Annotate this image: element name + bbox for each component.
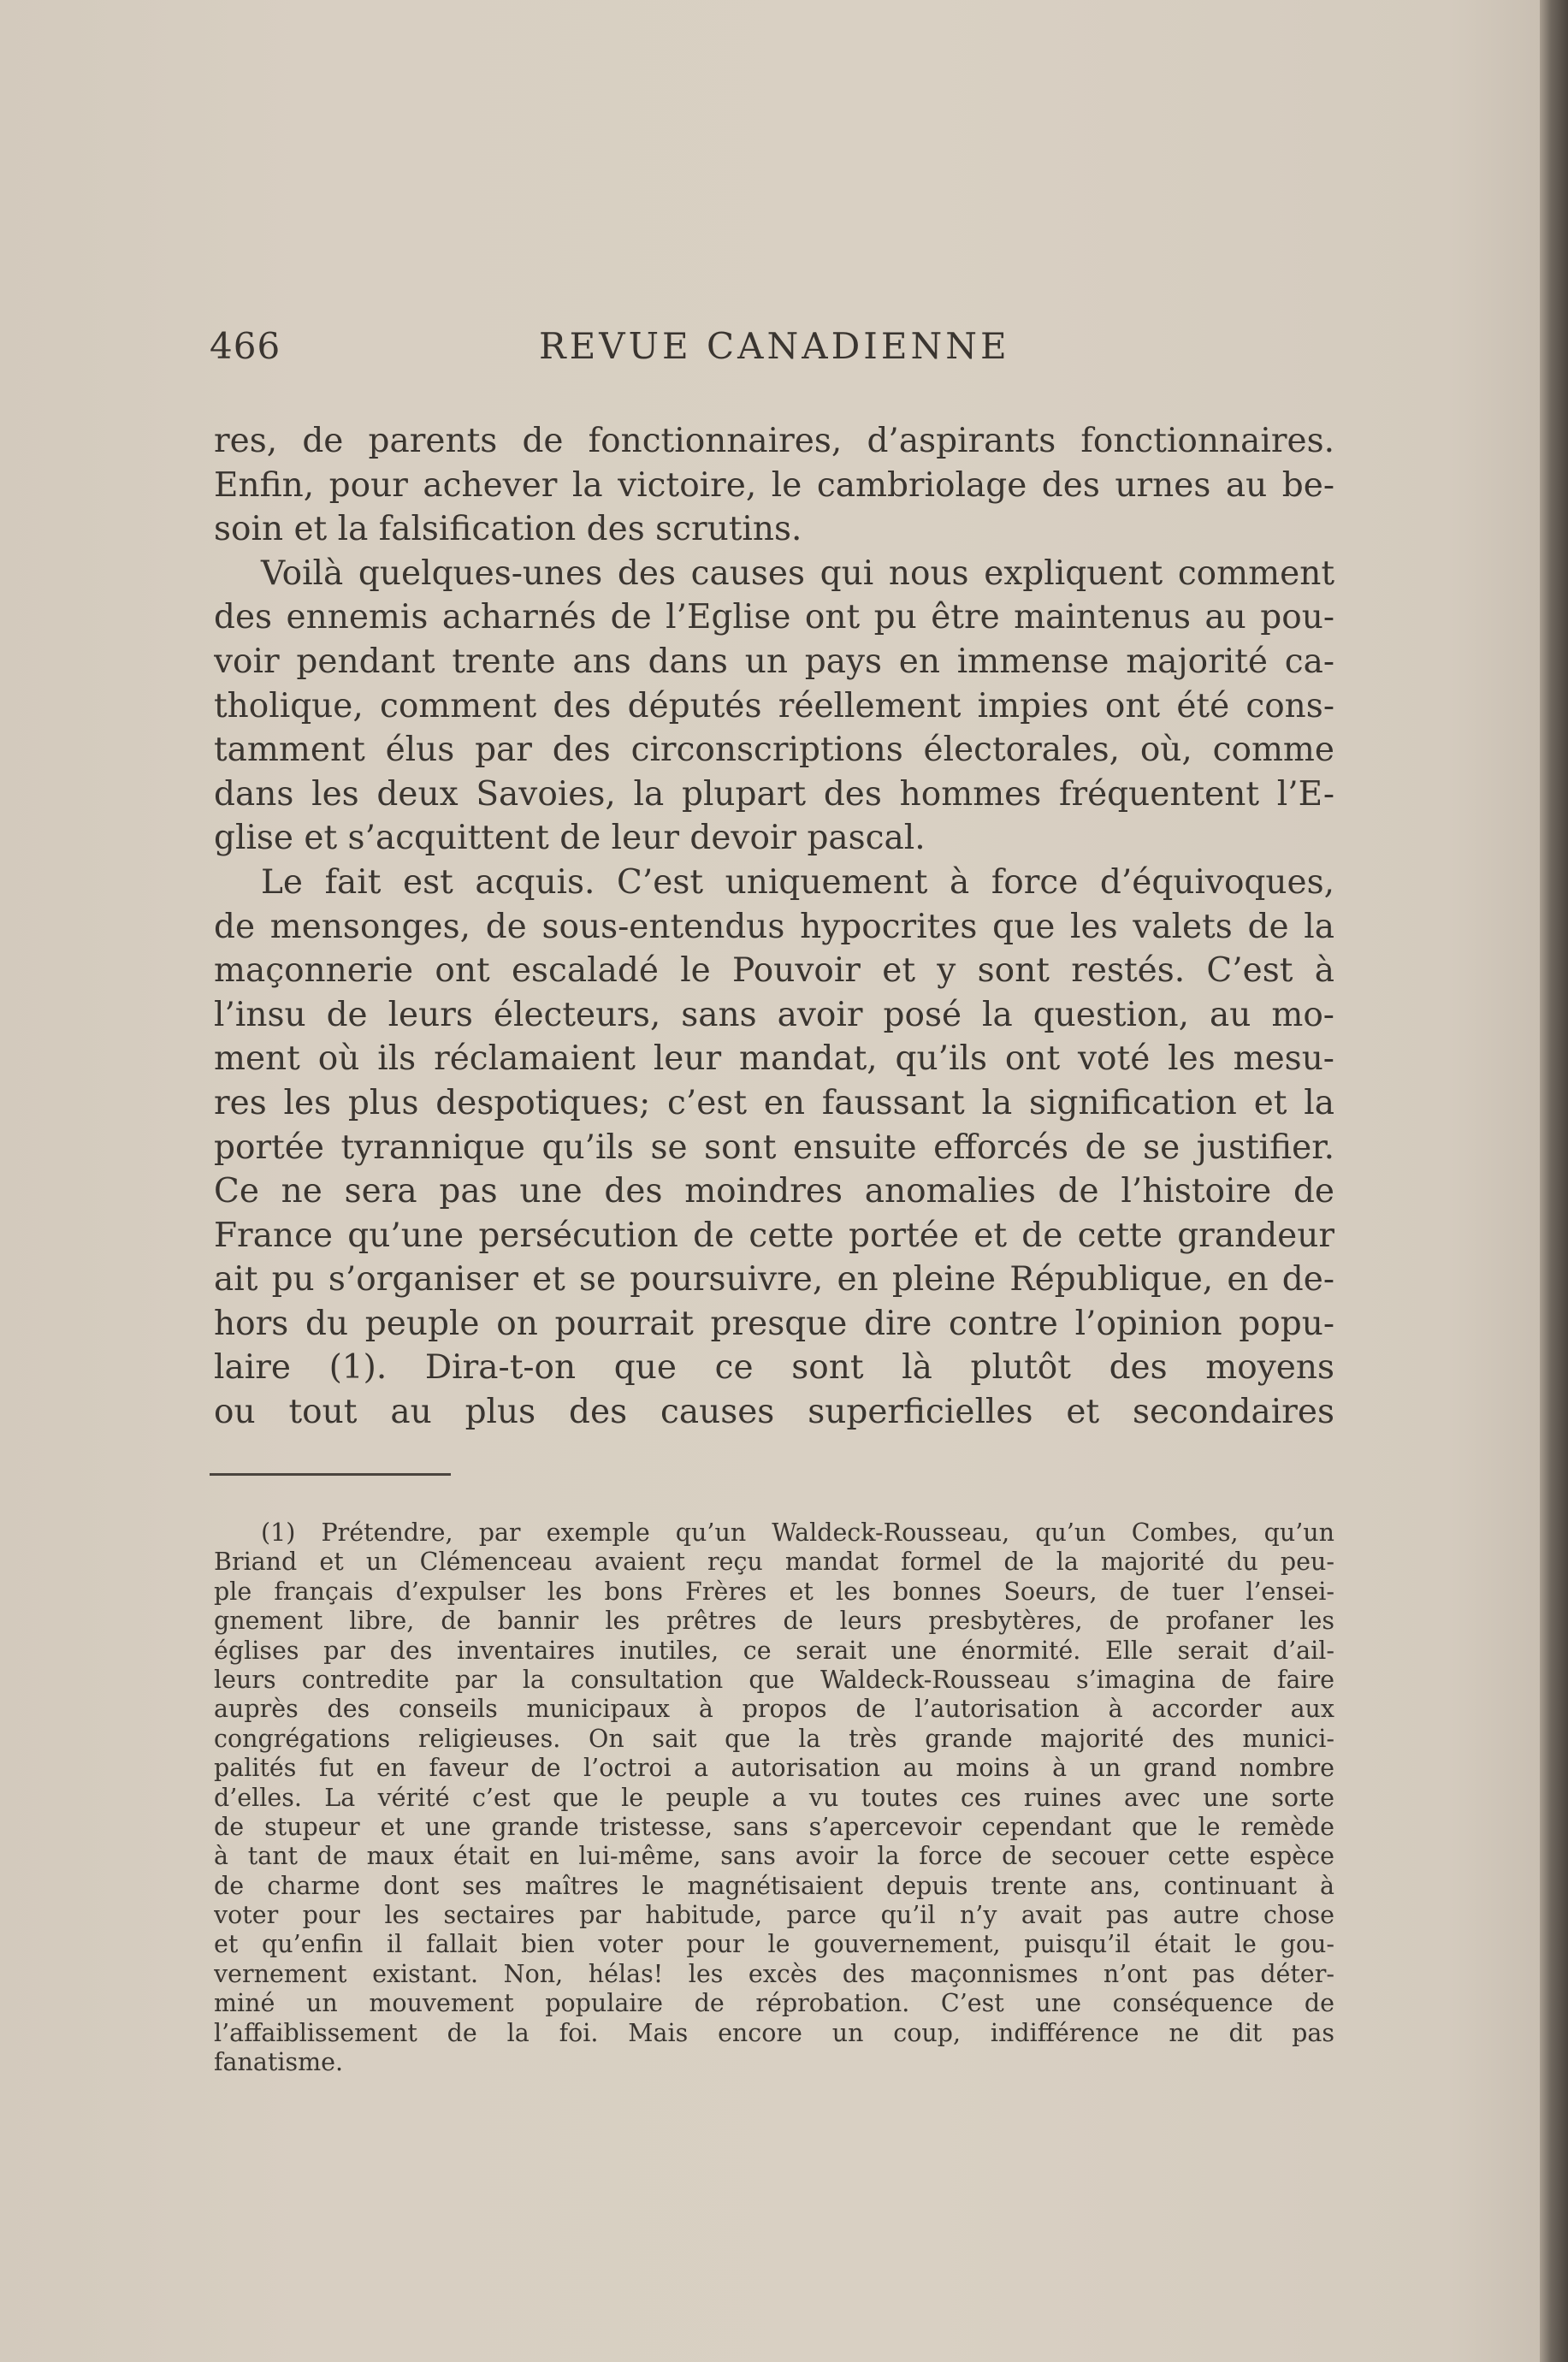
body-line: de mensonges, de sous-entendus hypocrites que les valets de la	[214, 907, 1334, 946]
footnote-rule	[210, 1473, 451, 1476]
body-line: ou tout au plus des causes superficielles et secondaires	[214, 1393, 1334, 1432]
body-line: maçonnerie ont escaladé le Pouvoir et y sont restés. C’est à	[214, 951, 1334, 991]
footnote-line: ple français d’expulser les bons Frères et les bonnes Soeurs, de tuer l’ensei-	[214, 1577, 1334, 1606]
footnote-line: l’affaiblissement de la foi. Mais encore un coup, indifférence ne dit pas	[214, 2018, 1334, 2047]
body-text	[214, 419, 1334, 1435]
body-line: res, de parents de fonctionnaires, d’aspirants fonctionnaires.	[214, 422, 1334, 460]
body-line: dans les deux Savoies, la plupart des hommes fréquentent l’E-	[214, 774, 1334, 814]
footnote-line: à tant de maux était en lui-même, sans avoir la force de secouer cette espèce	[214, 1842, 1334, 1871]
body-line: ait pu s’organiser et se poursuivre, en pleine République, en de-	[214, 1260, 1334, 1299]
running-title: REVUE CANADIENNE	[539, 325, 1010, 367]
footnote-line: vernement existant. Non, hélas! les excès des maçonnismes n’ont pas déter-	[214, 1959, 1334, 1988]
footnote-line: auprès des conseils municipaux à propos de l’autorisation à accorder aux	[214, 1695, 1334, 1724]
footnote-line: de stupeur et une grande tristesse, sans s’apercevoir cependant que le remède	[214, 1812, 1334, 1841]
body-line: laire (1). Dira-t-on que ce sont là plutôt des moyens	[214, 1348, 1334, 1388]
page-number: 466	[210, 325, 281, 367]
footnote-line: congrégations religieuses. On sait que la très grande majorité des munici-	[214, 1724, 1334, 1753]
body-line: France qu’une persécution de cette portée et de cette grandeur	[214, 1216, 1334, 1255]
book-spine-edge	[1540, 0, 1568, 2362]
body-line: l’insu de leurs électeurs, sans avoir posé la question, au mo-	[214, 995, 1334, 1034]
footnote-line: fanatisme.	[214, 2048, 344, 2077]
footnote-line: voter pour les sectaires par habitude, parce qu’il n’y avait pas autre chose	[214, 1901, 1334, 1930]
body-line: des ennemis acharnés de l’Eglise ont pu être maintenus au pou-	[214, 598, 1334, 637]
body-line: ment où ils réclamaient leur mandat, qu’ils ont voté les mesu-	[214, 1039, 1334, 1079]
body-line: Le fait est acquis. C’est uniquement à force d’équivoques,	[261, 862, 1334, 902]
footnote-line: et qu’enfin il fallait bien voter pour le gouvernement, puisqu’il était le gou-	[214, 1930, 1334, 1959]
body-line: tamment élus par des circonscriptions électorales, où, comme	[214, 731, 1334, 770]
footnote-line: palités fut en faveur de l’octroi a autorisation au moins à un grand nombre	[214, 1754, 1334, 1783]
body-line: Voilà quelques-unes des causes qui nous expliquent comment	[261, 554, 1334, 593]
page-header	[210, 325, 1343, 376]
body-line: soin et la falsification des scrutins.	[214, 510, 802, 549]
body-line: tholique, comment des députés réellement impies ont été cons-	[214, 686, 1334, 725]
footnote-line: gnement libre, de bannir les prêtres de leurs presbytères, de profaner les	[214, 1607, 1334, 1636]
footnote-line: Briand et un Clémenceau avaient reçu mandat formel de la majorité du peu-	[214, 1548, 1334, 1577]
body-line: hors du peuple on pourrait presque dire contre l’opinion popu-	[214, 1304, 1334, 1343]
footnote-line: églises par des inventaires inutiles, ce serait une énormité. Elle serait d’ail-	[214, 1636, 1334, 1665]
footnote-line: de charme dont ses maîtres le magnétisaient depuis trente ans, continuant à	[214, 1871, 1334, 1900]
footnote-line: leurs contredite par la consultation que Waldeck-Rousseau s’imagina de faire	[214, 1665, 1334, 1694]
body-line: Ce ne sera pas une des moindres anomalies de l’histoire de	[214, 1172, 1334, 1211]
footnote-line: (1) Prétendre, par exemple qu’un Waldeck-Rousseau, qu’un Combes, qu’un	[261, 1518, 1334, 1547]
footnote-line: d’elles. La vérité c’est que le peuple a vu toutes ces ruines avec une sorte	[214, 1783, 1334, 1812]
body-line: voir pendant trente ans dans un pays en immense majorité ca-	[214, 642, 1334, 681]
footnote-line: miné un mouvement populaire de réprobation. C’est une conséquence de	[214, 1989, 1334, 2018]
body-line: portée tyrannique qu’ils se sont ensuite efforcés de se justifier.	[214, 1128, 1334, 1167]
footnote	[214, 1518, 1334, 2077]
body-line: res les plus despotiques; c’est en faussant la signification et la	[214, 1083, 1334, 1122]
body-line: glise et s’acquittent de leur devoir pascal.	[214, 819, 926, 858]
body-line: Enfin, pour achever la victoire, le cambriolage des urnes au be-	[214, 465, 1334, 505]
